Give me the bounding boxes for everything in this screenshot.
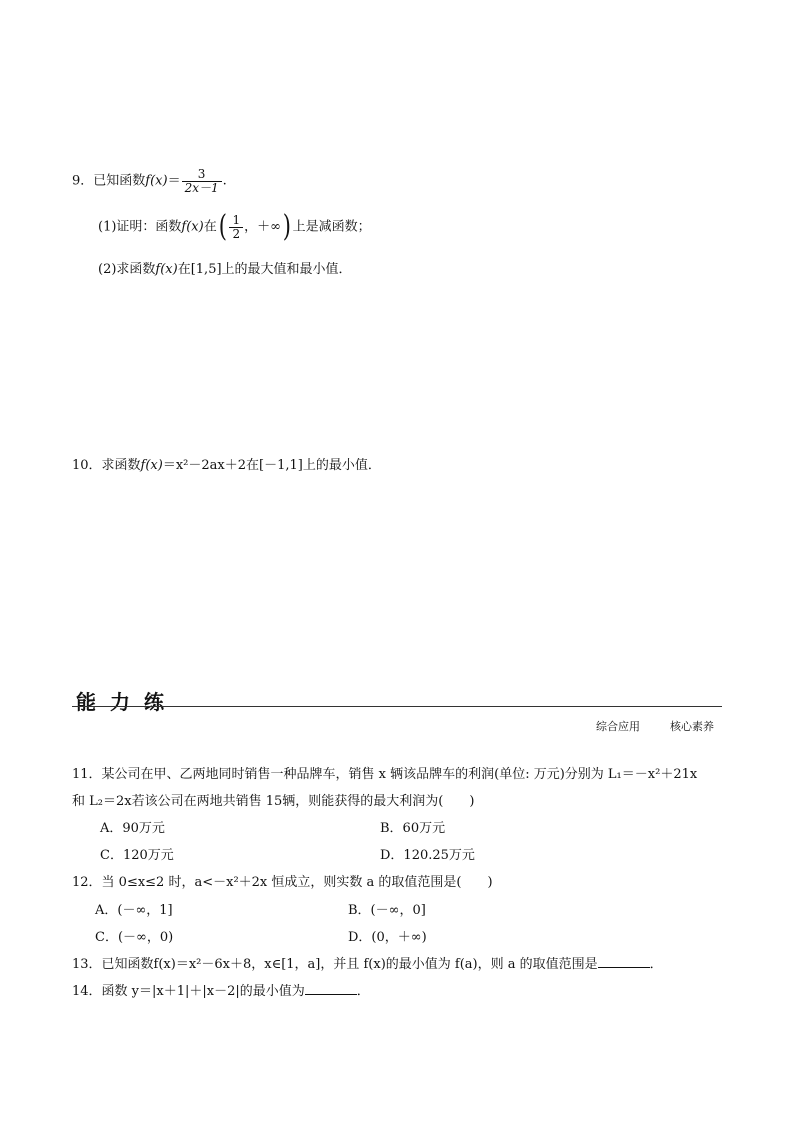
q12-option-a: A．(－∞，1] bbox=[95, 903, 173, 918]
question-10 bbox=[72, 454, 381, 473]
question-13 bbox=[72, 953, 663, 972]
q11-option-a: A．90万元 bbox=[100, 821, 165, 836]
question-9-part-2 bbox=[98, 258, 352, 277]
q14-stem: 14．函数 y＝|x＋1|＋|x－2|的最小值为 bbox=[72, 984, 305, 999]
q11-option-c: C．120万元 bbox=[100, 848, 174, 863]
q9-fx: f(x) bbox=[145, 173, 168, 189]
q9-fraction bbox=[182, 168, 222, 194]
q12-option-d: D．(0，＋∞) bbox=[348, 930, 427, 945]
q9-part1-interval-rest: ，＋∞ bbox=[244, 219, 281, 235]
q9-part2-prefix: (2)求函数 bbox=[98, 262, 156, 277]
q9-prefix: 9．已知函数 bbox=[72, 173, 146, 189]
q10-prefix: 10．求函数 bbox=[72, 458, 141, 473]
right-paren-icon: ) bbox=[282, 209, 291, 244]
q9-suffix: . bbox=[222, 173, 227, 189]
q9-frac-denominator: 2x－1 bbox=[182, 181, 222, 195]
q9-part1-frac-num: 1 bbox=[232, 212, 241, 227]
q13-answer-blank bbox=[598, 955, 650, 968]
q9-part1-prefix: (1)证明：函数 bbox=[98, 219, 182, 235]
q13-stem: 13．已知函数f(x)＝x²－6x＋8，x∈[1，a]，并且 f(x)的最小值为 f(a)，则 a 的取值范围是 bbox=[72, 957, 598, 972]
q10-fx: f(x) bbox=[140, 458, 163, 473]
section-tag-comprehensive: 综合应用 bbox=[596, 720, 640, 733]
question-11-line-2: 和 L₂＝2x若该公司在两地共销售 15辆，则能获得的最大利润为( ) bbox=[72, 794, 475, 809]
q9-eq: ＝ bbox=[167, 173, 181, 189]
q9-part2-suffix: 在[1,5]上的最大值和最小值． bbox=[177, 262, 352, 277]
q14-answer-blank bbox=[305, 982, 357, 995]
question-11-line-1: 11．某公司在甲、乙两地同时销售一种品牌车，销售 x 辆该品牌车的利润(单位: 万元)分别为 L₁＝－x²＋21x bbox=[72, 767, 698, 782]
q11-option-b: B．60万元 bbox=[380, 821, 446, 836]
section-tag-core: 核心素养 bbox=[670, 720, 714, 733]
q12-option-c: C．(－∞，0) bbox=[95, 930, 174, 945]
q13-suffix: ． bbox=[649, 957, 663, 972]
question-12: 12．当 0≤x≤2 时，a<－x²＋2x 恒成立，则实数 a 的取值范围是( ) bbox=[72, 875, 493, 890]
q9-part2-fx: f(x) bbox=[155, 262, 178, 277]
question-9-part-1 bbox=[98, 209, 371, 244]
left-paren-icon: ( bbox=[218, 209, 227, 244]
q12-option-b: B．(－∞，0] bbox=[348, 903, 426, 918]
q10-body: ＝x²－2ax＋2在[－1,1]上的最小值． bbox=[162, 458, 381, 473]
q9-part1-mid: 在 bbox=[203, 219, 217, 235]
question-9-stem bbox=[72, 168, 227, 194]
q9-part1-fx: f(x) bbox=[181, 219, 204, 235]
q9-part1-suffix: 上是减函数； bbox=[292, 219, 371, 235]
q9-part1-frac-den: 2 bbox=[229, 227, 243, 241]
q14-suffix: ． bbox=[356, 984, 370, 999]
q11-option-d: D．120.25万元 bbox=[380, 848, 475, 863]
q9-frac-numerator: 3 bbox=[197, 167, 206, 181]
q9-part1-fraction bbox=[229, 214, 243, 240]
section-title: 能力练 bbox=[76, 690, 178, 714]
section-divider bbox=[72, 706, 722, 707]
question-14 bbox=[72, 980, 370, 999]
